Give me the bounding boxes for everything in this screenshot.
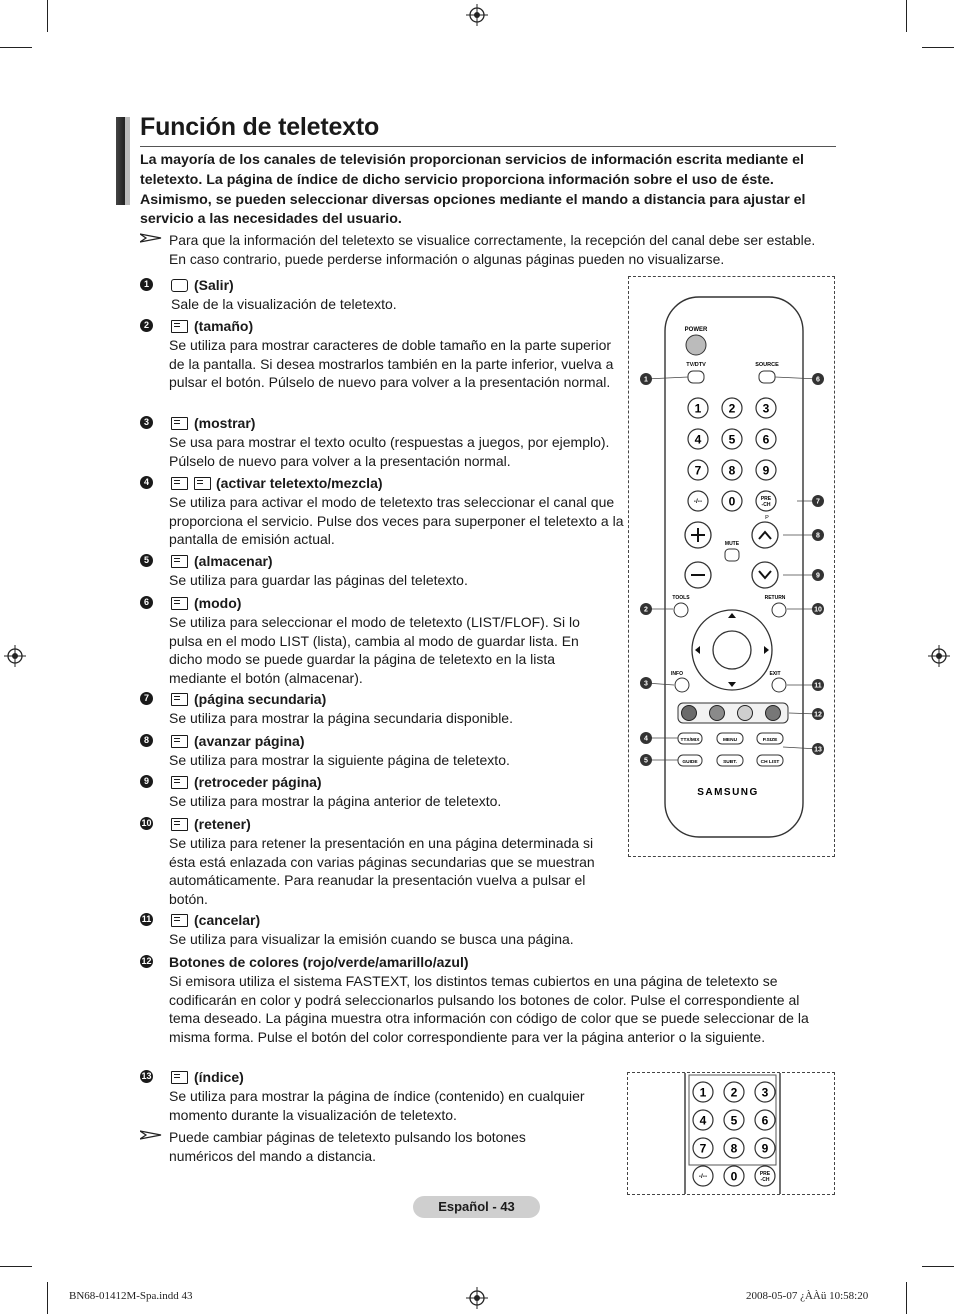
digit-label: 7 xyxy=(694,463,702,478)
item-number: 4 xyxy=(140,476,153,489)
crop-mark xyxy=(922,1266,954,1267)
mode-icon xyxy=(171,597,188,610)
note-top: Para que la información del teletexto se visualice correctamente, la recepción del canal debe ser estable. En caso contrario, puede perderse información o algunas páginas pueden no visualizarse. xyxy=(169,232,816,267)
tools-label: TOOLS xyxy=(672,595,690,601)
page-down-icon xyxy=(171,776,188,789)
callout-number: 13 xyxy=(814,746,822,754)
cancel-icon xyxy=(171,914,188,927)
color-key-2 xyxy=(710,706,725,721)
digit-label: 0 xyxy=(728,494,736,509)
item-title: (modo) xyxy=(194,595,242,611)
ch-down-button xyxy=(752,562,778,588)
digit-label: 7 xyxy=(699,1141,707,1156)
item-body: Sale de la visualización de teletexto. xyxy=(171,296,397,312)
item-body: Se utiliza para mostrar la página anterior de teletexto. xyxy=(169,793,502,809)
item-body: Se utiliza para retener la presentación en una página determinada si ésta está enlazada con varias páginas secundarias que se muestran automáticamente. Para reanudar la presentación vuelva a pulsar el botón. xyxy=(169,835,595,907)
crop-mark xyxy=(47,0,48,32)
callout-number: 11 xyxy=(814,682,822,690)
callout-number: 2 xyxy=(644,606,648,614)
note-arrow-icon xyxy=(140,1130,162,1140)
digit-label: 9 xyxy=(762,463,770,478)
title-accent-bar-highlight xyxy=(125,117,130,205)
teletext-on-icon xyxy=(171,477,188,490)
item-number: 6 xyxy=(140,596,153,609)
callout-number: 8 xyxy=(816,532,820,540)
digit-label: 9 xyxy=(761,1141,769,1156)
dash-label: -/-- xyxy=(698,1173,708,1180)
digit-label: 8 xyxy=(730,1141,738,1156)
ch-label: -CH xyxy=(760,1177,770,1184)
remote-keypad-detail xyxy=(627,1072,835,1195)
callout-number: 1 xyxy=(644,376,648,384)
digit-label: 0 xyxy=(730,1169,738,1184)
registration-mark-icon xyxy=(466,4,488,26)
sub-page-icon xyxy=(171,693,188,706)
item-number: 13 xyxy=(141,1071,152,1081)
dpad-center xyxy=(713,631,751,669)
callout-number: 12 xyxy=(814,711,822,719)
registration-mark-icon xyxy=(466,1287,488,1309)
digit-label: 3 xyxy=(762,401,770,416)
item-title: (Salir) xyxy=(194,277,234,293)
digit-label: 8 xyxy=(728,463,736,478)
callout-number: 6 xyxy=(816,376,820,384)
color-key-1 xyxy=(682,706,697,721)
item-title: (retroceder página) xyxy=(194,774,322,790)
note-arrow-icon xyxy=(140,233,162,243)
exit-icon xyxy=(171,279,188,292)
item-title: (tamaño) xyxy=(194,318,254,334)
digit-label: 2 xyxy=(730,1085,738,1100)
callout-number: 4 xyxy=(644,735,648,743)
crop-mark xyxy=(0,1266,32,1267)
digit-label: 1 xyxy=(699,1085,707,1100)
callout-number: 9 xyxy=(816,572,820,580)
digit-label: 5 xyxy=(730,1113,738,1128)
hold-icon xyxy=(171,818,188,831)
slug-left: BN68-01412M-Spa.indd 43 xyxy=(69,1290,193,1302)
item-body: Se utiliza para guardar las páginas del teletexto. xyxy=(169,572,468,588)
item-title: (mostrar) xyxy=(194,415,256,431)
registration-mark-icon xyxy=(4,645,26,667)
item-title: (avanzar página) xyxy=(194,733,305,749)
item-title: (activar teletexto/mezcla) xyxy=(216,475,383,491)
tvdtv-button xyxy=(688,371,704,383)
item-body: Se utiliza para mostrar la siguiente página de teletexto. xyxy=(169,752,510,768)
item-number: 5 xyxy=(140,554,153,567)
page-up-icon xyxy=(171,735,188,748)
menu-label: MENU xyxy=(722,738,738,743)
exit-button xyxy=(772,678,786,692)
callout-number: 10 xyxy=(814,606,822,614)
item-body: Se utiliza para mostrar la página de índice (contenido) en cualquier momento durante la visualización de teletexto. xyxy=(169,1088,585,1123)
pre-label: PRE xyxy=(760,496,772,502)
return-label: RETURN xyxy=(764,595,786,601)
item-body: Se utiliza para seleccionar el modo de teletexto (LIST/FLOF). Si lo pulsa en el modo LIST (lista), cambia al modo de guardar lista. En dicho modo se puede guardar la página de teletexto en la lista mediante el botón (almacenar). xyxy=(169,614,580,686)
info-label: INFO xyxy=(671,671,683,677)
item-number: 10 xyxy=(141,818,152,828)
ch-label: -CH xyxy=(761,502,771,509)
item-title: Botones de colores (rojo/verde/amarillo/azul) xyxy=(169,954,469,970)
pre-label: PRE xyxy=(759,1171,771,1177)
item-number: 11 xyxy=(141,914,152,924)
chlist-label: CH LIST xyxy=(760,760,780,765)
p-label: P xyxy=(765,515,769,521)
ch-up-button xyxy=(752,522,778,548)
item-number: 2 xyxy=(140,319,153,332)
item-title: (retener) xyxy=(194,816,251,832)
title-divider xyxy=(140,146,836,147)
source-label: SOURCE xyxy=(755,362,779,368)
info-button xyxy=(675,678,689,692)
tools-button xyxy=(674,603,688,617)
guide-label: GUIDE xyxy=(682,760,698,765)
item-body: Se utiliza para mostrar la página secundaria disponible. xyxy=(169,710,513,726)
index-icon xyxy=(171,1071,188,1084)
power-label: POWER xyxy=(684,327,708,333)
crop-mark xyxy=(47,1282,48,1314)
crop-mark xyxy=(0,47,32,48)
mix-icon xyxy=(194,477,211,490)
digit-label: 4 xyxy=(699,1113,707,1128)
digit-label: 6 xyxy=(761,1113,769,1128)
item-number: 1 xyxy=(140,278,153,291)
color-key-4 xyxy=(766,706,781,721)
remote-control-drawing xyxy=(629,277,834,856)
item-title: (índice) xyxy=(194,1069,244,1085)
item-number: 3 xyxy=(140,416,153,429)
item-number: 8 xyxy=(140,734,153,747)
registration-mark-icon xyxy=(928,645,950,667)
digit-label: 2 xyxy=(728,401,736,416)
page-title: Función de teletexto xyxy=(140,113,380,141)
crop-mark xyxy=(922,47,954,48)
dash-label: -/-- xyxy=(693,498,703,505)
item-title: (almacenar) xyxy=(194,553,273,569)
item-number: 12 xyxy=(141,956,152,966)
item-body: Si emisora utiliza el sistema FASTEXT, los distintos temas cubiertos en una página de teletexto se codificarán en color y podrá seleccionarlos pulsando los botones de color. Pulse el correspondiente al tema deseado. La página muestra otra información con código de color que se puede seleccionar de la misma forma. Pulse el botón del color correspondiente para ver la página anterior o la siguiente. xyxy=(169,973,809,1045)
item-body: Se utiliza para visualizar la emisión cuando se busca una página. xyxy=(169,931,574,947)
slug-right: 2008-05-07 ¿ÀÀü 10:58:20 xyxy=(746,1290,869,1302)
tvdtv-label: TV/DTV xyxy=(686,362,706,368)
item-title: (página secundaria) xyxy=(194,691,327,707)
ttx-label: TTX/MIX xyxy=(680,738,700,743)
size-icon xyxy=(171,320,188,333)
mute-button xyxy=(725,549,739,561)
digit-label: 5 xyxy=(728,432,736,447)
source-button xyxy=(759,371,775,383)
subt-label: SUBT. xyxy=(723,760,737,765)
crop-mark xyxy=(906,1282,907,1314)
crop-mark xyxy=(906,0,907,32)
power-button xyxy=(686,335,706,355)
reveal-icon xyxy=(171,417,188,430)
mute-label: MUTE xyxy=(724,541,740,547)
exit-label: EXIT xyxy=(769,671,781,677)
keypad-detail-drawing xyxy=(628,1073,834,1194)
item-number: 7 xyxy=(140,692,153,705)
callout-number: 5 xyxy=(644,757,648,765)
digit-label: 3 xyxy=(761,1085,769,1100)
item-body: Se utiliza para activar el modo de teletexto tras seleccionar el canal que proporciona el servicio. Pulse dos veces para superponer el teletexto a la pantalla de emisión actual. xyxy=(169,494,624,547)
psize-label: P.SIZE xyxy=(762,738,778,743)
color-key-3 xyxy=(738,706,753,721)
item-body: Se utiliza para mostrar caracteres de doble tamaño en la parte superior de la pantalla. Si desea mostrarlos también en la parte inferior, vuelva a pulsar el botón. Púlselo de nuevo para volver a la presentación normal. xyxy=(169,337,614,390)
callout-number: 3 xyxy=(644,680,648,688)
remote-illustration xyxy=(628,276,835,857)
digit-label: 6 xyxy=(762,432,770,447)
item-body: Se usa para mostrar el texto oculto (respuestas a juegos, por ejemplo). Púlselo de nuevo para volver a la presentación normal. xyxy=(169,434,610,469)
note-bottom: Puede cambiar páginas de teletexto pulsando los botones numéricos del mando a distancia. xyxy=(169,1129,526,1164)
item-number: 9 xyxy=(140,775,153,788)
callout-number: 7 xyxy=(816,498,820,506)
digit-label: 4 xyxy=(694,432,702,447)
digit-label: 1 xyxy=(694,401,702,416)
store-icon xyxy=(171,555,188,568)
item-title: (cancelar) xyxy=(194,912,261,928)
return-button xyxy=(772,603,786,617)
brand-logo: SAMSUNG xyxy=(697,787,759,798)
page-number-badge: Español - 43 xyxy=(413,1196,540,1218)
intro-paragraph: La mayoría de los canales de televisión proporcionan servicios de información escrita mediante el teletexto. La página de índice de dicho servicio proporciona información sobre el uso de éste. Asimismo, se pueden seleccionar diversas opciones mediante el mando a distancia para ajustar el servicio a las necesidades del usuario. xyxy=(140,152,806,228)
